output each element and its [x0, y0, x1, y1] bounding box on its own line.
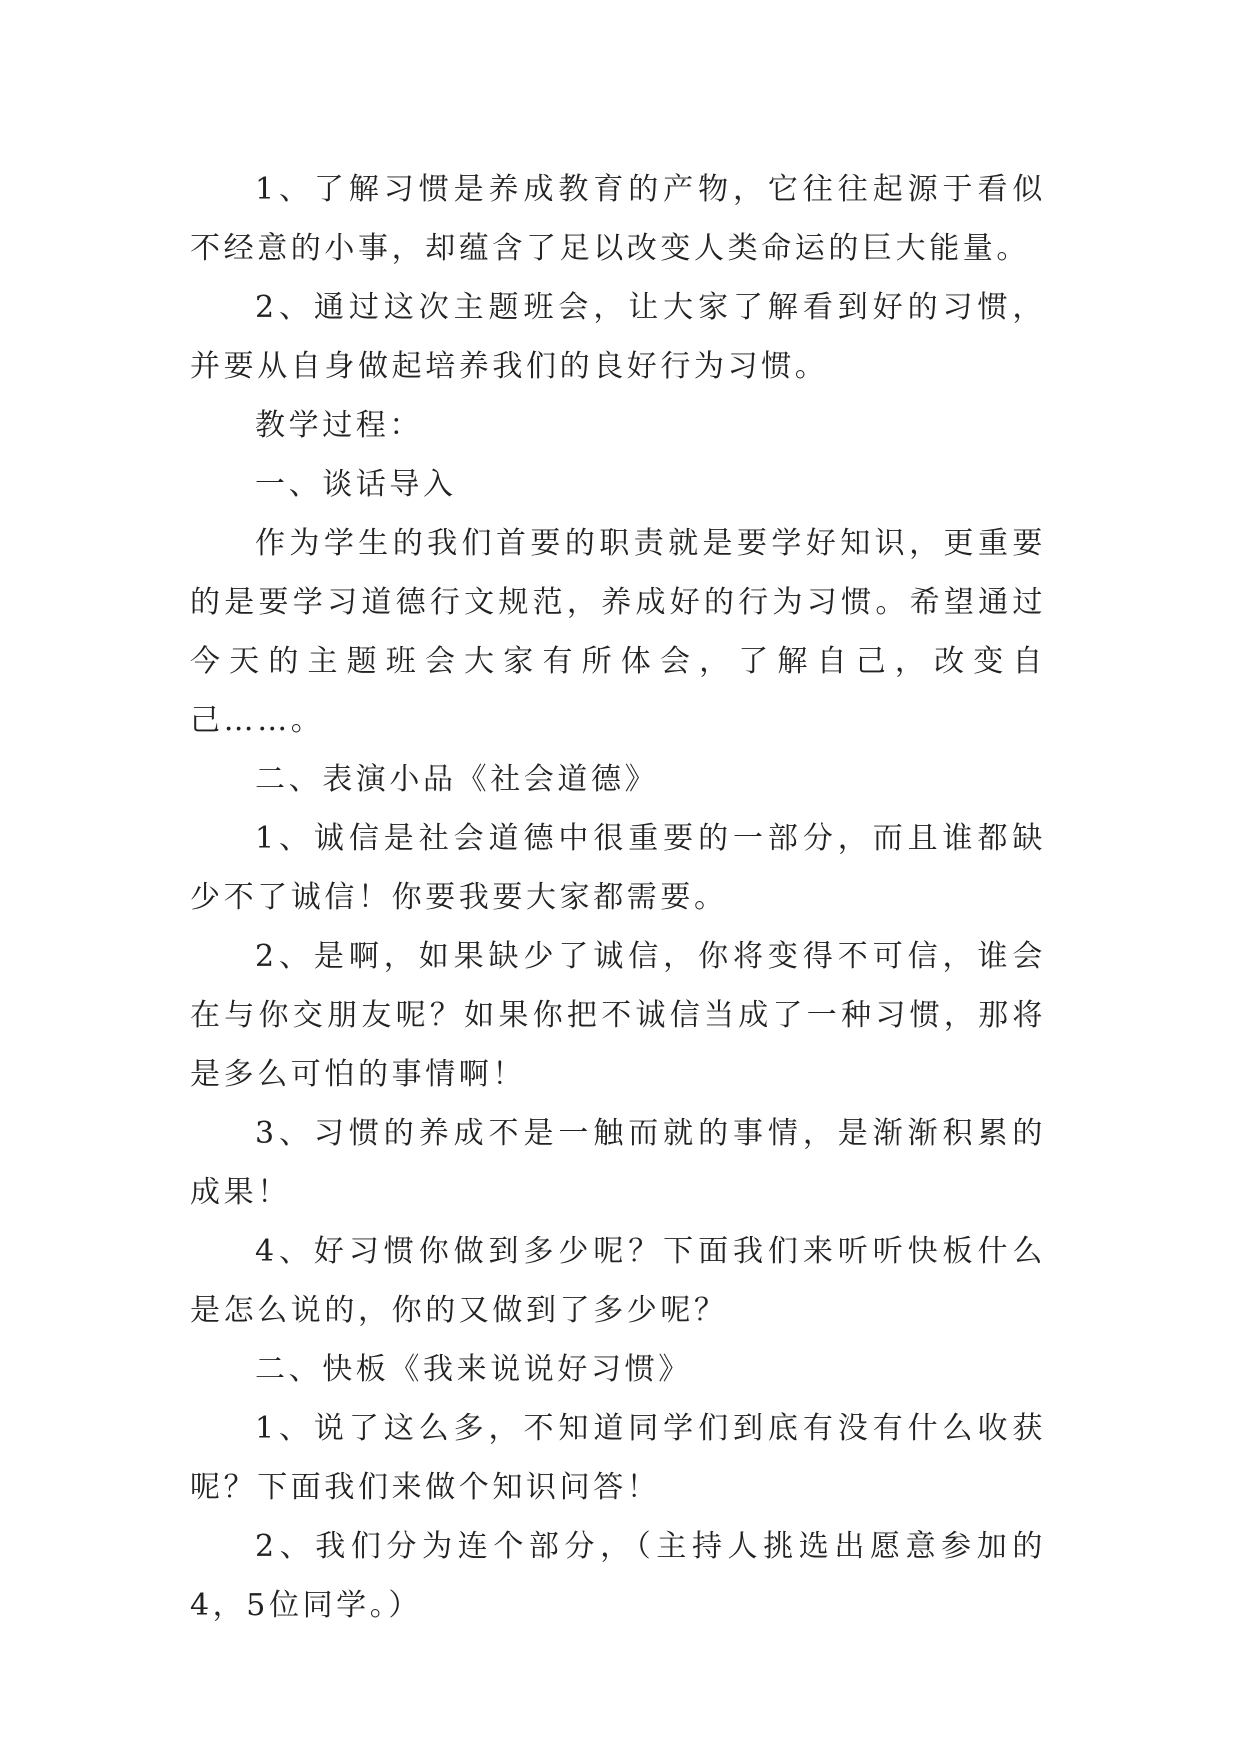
paragraph-clapper-1: 1、说了这么多，不知道同学们到底有没有什么收获呢？下面我们来做个知识问答！	[190, 1411, 1046, 1505]
paragraph-clapper-2: 2、我们分为连个部分，（主持人挑选出愿意参加的4，5位同学。）	[190, 1529, 1046, 1623]
paragraph-objective-2: 2、通过这次主题班会，让大家了解看到好的习惯，并要从自身做起培养我们的良好行为习惯。	[190, 290, 1046, 384]
paragraph-intro: 作为学生的我们首要的职责就是要学好知识，更重要的是要学习道德行文规范，养成好的行为习惯。希望通过今天的主题班会大家有所体会，了解自己，改变自己……。	[190, 526, 1046, 738]
paragraph-objective-1: 1、了解习惯是养成教育的产物，它往往起源于看似不经意的小事，却蕴含了足以改变人类命运的巨大能量。	[190, 172, 1046, 266]
heading-section-1: 一、谈话导入	[255, 467, 457, 502]
heading-teaching-process: 教学过程：	[255, 408, 423, 443]
paragraph-skit-2: 2、是啊，如果缺少了诚信，你将变得不可信，谁会在与你交朋友呢？如果你把不诚信当成了一种习惯，那将是多么可怕的事情啊！	[190, 939, 1046, 1092]
paragraph-skit-4: 4、好习惯你做到多少呢？下面我们来听听快板什么是怎么说的，你的又做到了多少呢？	[190, 1234, 1046, 1328]
heading-section-3: 二、快板《我来说说好习惯》	[255, 1352, 692, 1387]
paragraph-skit-3: 3、习惯的养成不是一触而就的事情，是渐渐积累的成果！	[190, 1116, 1046, 1210]
heading-section-2: 二、表演小品《社会道德》	[255, 762, 659, 797]
paragraph-skit-1: 1、诚信是社会道德中很重要的一部分，而且谁都缺少不了诚信！你要我要大家都需要。	[190, 821, 1046, 915]
document-body	[190, 160, 1046, 1635]
